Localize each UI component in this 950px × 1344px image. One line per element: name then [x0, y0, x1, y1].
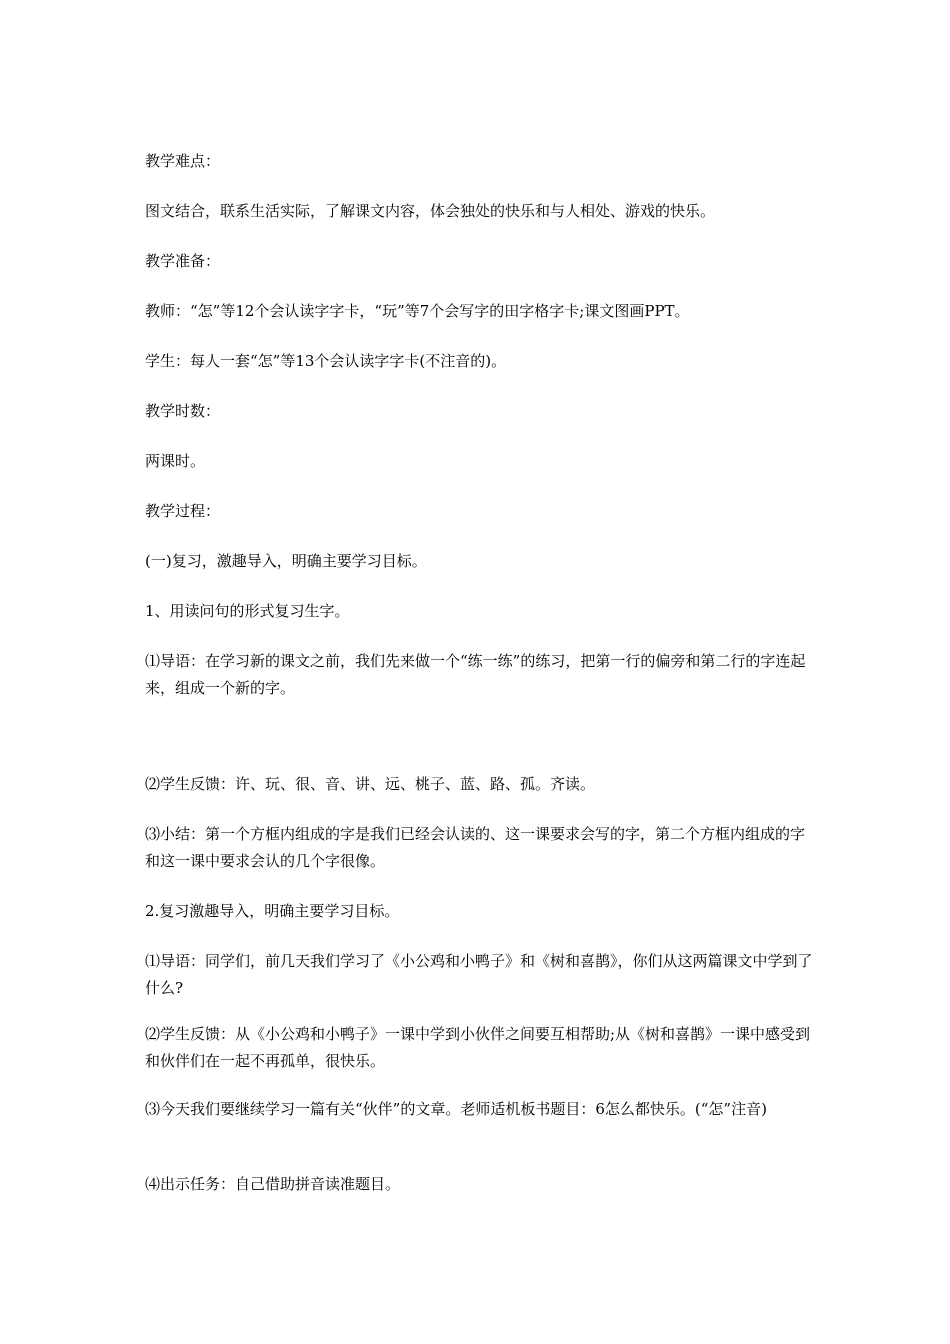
paragraph-class-hours: 两课时。 [145, 452, 206, 470]
paragraph-intro-exercise: ⑴导语：在学习新的课文之前，我们先来做一个“练一练”的练习，把第一行的偏旁和第二行的字连起来，组成一个新的字。 [145, 652, 806, 697]
heading-teaching-difficulty: 教学难点： [145, 152, 221, 170]
section-heading-review: (一)复习，激趣导入，明确主要学习目标。 [145, 552, 427, 570]
paragraph-student-feedback-lessons: ⑵学生反馈：从《小公鸡和小鸭子》一课中学到小伙伴之间要互相帮助;从《树和喜鹊》一课中感受到和伙伴们在一起不再孤单，很快乐。 [145, 1025, 811, 1070]
subsection-heading-review-words: 1、用读问句的形式复习生字。 [145, 602, 350, 620]
paragraph-task: ⑷出示任务：自己借助拼音读准题目。 [145, 1175, 401, 1193]
paragraph-intro-question: ⑴导语：同学们，前几天我们学习了《小公鸡和小鸭子》和《树和喜鹊》，你们从这两篇课文中学到了什么? [145, 952, 813, 997]
subsection-heading-review-intro: 2.复习激趣导入，明确主要学习目标。 [145, 902, 400, 920]
paragraph-summary: ⑶小结：第一个方框内组成的字是我们已经会认读的、这一课要求会写的字，第二个方框内组成的字和这一课中要求会认的几个字很像。 [145, 825, 806, 870]
paragraph-teacher-preparation: 教师：“怎”等12个会认读字字卡，“玩”等7个会写字的田字格字卡;课文图画PPT。 [145, 302, 690, 320]
paragraph-student-preparation: 学生：每人一套“怎”等13个会认读字字卡(不注音的)。 [145, 352, 507, 370]
paragraph-todays-lesson: ⑶今天我们要继续学习一篇有关“伙伴”的文章。老师适机板书题目：6怎么都快乐。(“怎”注音) [145, 1100, 767, 1118]
heading-teaching-preparation: 教学准备： [145, 252, 221, 270]
heading-teaching-process: 教学过程： [145, 502, 221, 520]
paragraph-difficulty-content: 图文结合，联系生活实际，了解课文内容，体会独处的快乐和与人相处、游戏的快乐。 [145, 202, 716, 220]
heading-class-hours: 教学时数： [145, 402, 221, 420]
paragraph-student-feedback-words: ⑵学生反馈：许、玩、很、音、讲、远、桃子、蓝、路、孤。齐读。 [145, 775, 596, 793]
